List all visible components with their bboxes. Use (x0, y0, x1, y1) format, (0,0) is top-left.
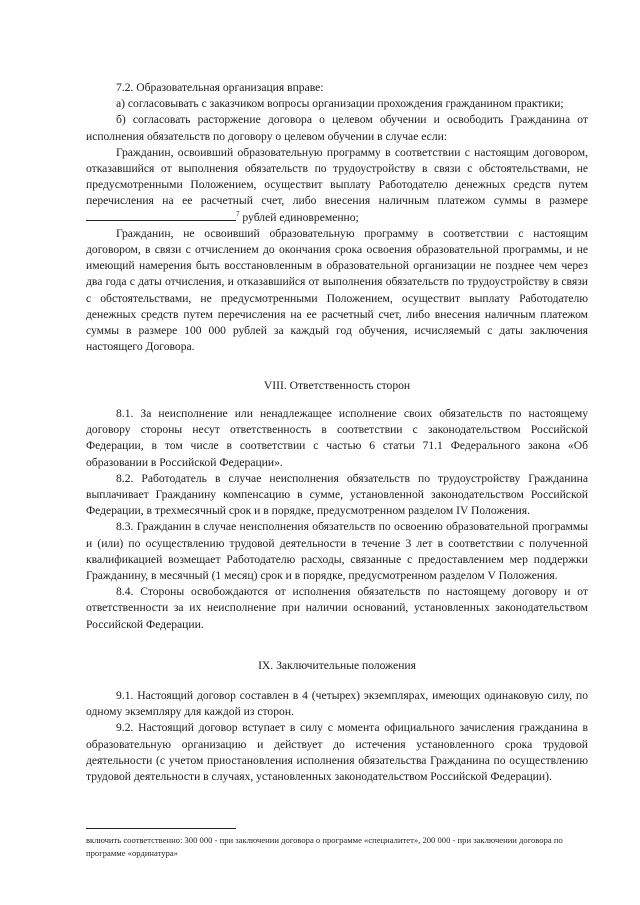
clause-8-1: 8.1. За неисполнение или ненадлежащее исполнение своих обязательств по настоящему договору стороны несут ответственность в соответствии с законодательством Российской Федерации, в том числе в соответствии с частью 6 статьи 71.1 Федерального закона «Об образовании в Российской Федерации». (86, 407, 588, 469)
clause-7-2-a: а) согласовывать с заказчиком вопросы организации прохождения гражданином практики; (116, 97, 564, 111)
clause-7-2: 7.2. Образовательная организация вправе: (116, 81, 324, 94)
clause-7-2-b-case-2: Гражданин, не освоивший образовательную программу в соответствии с настоящим договором, в связи с отчислением до окончания срока освоения образовательной программы, и не имеющий намерения быть восстановленным в образовательной организации не позднее чем через два года с даты отчисления, и отказавшийся от выполнения обязательств по трудоустройству в связи с обстоятельствами, не предусмотренными Положением, осуществит выплату Работодателю денежных средств путем перечисления на ее расчетный счет, либо внесения наличным платежом суммы в размере 100 000 рублей за каждый год обучения, исчисляемый с даты заключения настоящего Договора. (86, 226, 588, 354)
section-9 (86, 688, 588, 785)
amount-blank-line (86, 210, 236, 221)
footnote-divider (86, 828, 236, 829)
clause-8-4: 8.4. Стороны освобождаются от исполнения обязательств по настоящему договору и от ответственности за их неисполнение при наличии оснований, установленных законодательством Российской Федерации. (86, 585, 588, 631)
clause-8-3: 8.3. Гражданин в случае неисполнения обязательств по освоению образовательной программы и (или) по осуществлению трудовой деятельности в течение 3 лет в соответствии с полученной квалификацией возмещает Работодателю расходы, связанные с предоставлением мер поддержки Гражданину, в месячный (1 месяц) срок и в порядке, предусмотренном разделом V Положения. (86, 520, 588, 583)
footnote-ref: 7 (236, 209, 240, 218)
section-9-title: IX. Заключительные положения (258, 659, 416, 672)
section-8-title: VIII. Ответственность сторон (263, 379, 411, 392)
section-8 (86, 406, 588, 633)
clause-9-1: 9.1. Настоящий договор составлен в 4 (четырех) экземплярах, имеющих одинаковую силу, по одному экземпляру для каждой из сторон. (86, 689, 588, 719)
footnote: включить соответственно: 300 000 - при заключении договора о программе «специалитет», 200 000 - при заключении договора по программе «ординатура» (86, 835, 563, 858)
clause-7-2-b-case-1 (86, 145, 588, 226)
clause-7-2-b: б) согласовать расторжение договора о целевом обучении и освободить Гражданина от исполнения обязательств по договору о целевом обучении в случае если: (86, 113, 588, 143)
case-1-text-end: рублей единовременно; (242, 210, 359, 224)
section-7-2 (86, 80, 588, 355)
case-1-text: Гражданин, освоивший образовательную программу в соответствии с настоящим договором, отказавшийся от выполнения обязательств по трудоустройству в связи с обстоятельствами, не предусмотренными Положением, осуществит выплату Работодателю денежных средств путем перечисления на ее расчетный счет, либо внесения наличным платежом суммы в размере (86, 145, 588, 208)
clause-9-2: 9.2. Настоящий договор вступает в силу с момента официального зачисления гражданина в образовательную организацию и действует до истечения установленного срока трудовой деятельности (с учетом приостановления исполнения обязательства Гражданина по осуществлению трудовой деятельности в случаях, установленных законодательством Российской Федерации). (86, 721, 588, 784)
clause-8-2: 8.2. Работодатель в случае неисполнения обязательств по трудоустройству Гражданина выплачивает Гражданину компенсацию в сумме, установленной законодательством Российской Федерации, в трехмесячный срок и в порядке, предусмотренном разделом IV Положения. (86, 471, 588, 518)
